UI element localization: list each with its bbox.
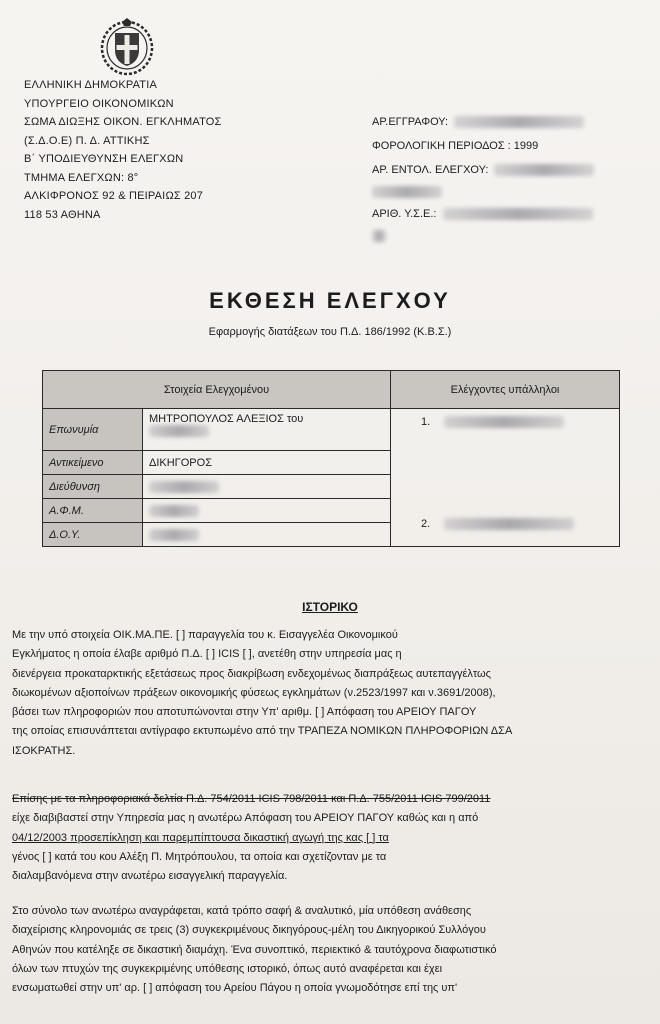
history-paragraph-2 xyxy=(12,790,648,886)
yse-number-label: ΑΡΙΘ. Υ.Σ.Ε.: xyxy=(372,208,437,220)
text-line: της οποίας επισυνάπτεται αντίγραφο εκτυπωμένο από την ΤΡΑΠΕΖΑ ΝΟΜΙΚΩΝ ΠΛΗΡΟΦΟΡΙΩΝ ΔΣΑ xyxy=(12,725,513,738)
sender-address-block xyxy=(24,76,222,224)
row-label-object: Αντικείμενο xyxy=(43,451,143,475)
inspectors-cell xyxy=(391,409,620,547)
text-line: διενέργεια προκαταρκτικής εξετάσεως προς διακρίβωση ενδεχομένως διαπράξεως αυτεπαγγέλτως xyxy=(12,667,491,680)
row-value-name xyxy=(143,409,391,451)
text-line: Αθηνών που κατέληξε σε δικαστική διαμάχη. Ένα συνοπτικό, περιεκτικό & ταυτόχρονα διαφωτιστικό xyxy=(12,943,497,956)
redacted-value xyxy=(454,116,584,128)
sender-line: ΤΜΗΜΑ ΕΛΕΓΧΩΝ: 8° xyxy=(24,171,139,184)
table-header-inspectors: Ελέγχοντες υπάλληλοι xyxy=(391,371,620,409)
redacted-value xyxy=(443,208,593,220)
audit-order-label: ΑΡ. ΕΝΤΟΛ. ΕΛΕΓΧΟΥ: xyxy=(372,164,489,176)
row-value-address xyxy=(143,475,391,499)
inspector-2 xyxy=(421,513,619,535)
text-line: Επίσης με τα πληροφοριακά δελτία Π.Δ. 754/2011 ICIS 798/2011 και Π.Δ. 755/2011 ICIS 799/2011 xyxy=(12,793,491,805)
text-line: βάσει των πληροφοριών που αποτυπώνονται στην Υπ' αριθμ. [ ] Απόφαση του ΑΡΕΙΟΥ ΠΑΓΟΥ xyxy=(12,706,477,719)
greek-coat-of-arms-icon xyxy=(98,16,156,76)
redacted-row xyxy=(372,182,594,202)
registry-number-row xyxy=(372,110,594,134)
redacted-value xyxy=(444,416,564,428)
inspector-number: 1. xyxy=(421,416,431,428)
entity-name: ΜΗΤΡΟΠΟΥΛΟΣ ΑΛΕΞΙΟΣ του xyxy=(149,413,304,425)
text-line: όλων των πτυχών της συγκεκριμένης υπόθεσης ιστορικό, όπως αυτό αναφέρεται και έχει xyxy=(12,962,443,975)
text-line: διαχείρισης κληρονομιάς σε τρεις (3) συγκεκριμένους δικηγόρους-μέλη του Δικηγορικού Συλλόγου xyxy=(12,924,486,937)
tax-period-row xyxy=(372,134,594,158)
redacted-value xyxy=(372,230,386,242)
text-line: Εγκλήματος η οποία έλαβε αριθμό Π.Δ. [ ] ICIS [ ], ανετέθη στην υπηρεσία μας η xyxy=(12,648,402,661)
text-line: είχε διαβιβαστεί στην Υπηρεσία μας η ανωτέρω Απόφαση του ΑΡΕΙΟΥ ΠΑΓΟΥ καθώς και η από xyxy=(12,812,479,825)
text-line: γένος [ ] κατά του κου Αλέξη Π. Μητρόπουλου, τα οποία και σχετίζονταν με τα xyxy=(12,850,387,863)
row-label-afm: Α.Φ.Μ. xyxy=(43,499,143,523)
text-line: διωκομένων αξιοποίνων πράξεων οικονομικής φύσεως εγκλημάτων (ν.2523/1997 και ν.3691/2008), xyxy=(12,686,496,699)
document-metadata xyxy=(372,110,594,246)
row-value-afm xyxy=(143,499,391,523)
audited-entity-table xyxy=(42,370,620,547)
sender-line: ΥΠΟΥΡΓΕΙΟ ΟΙΚΟΝΟΜΙΚΩΝ xyxy=(24,97,174,110)
text-line: ενσωματωθεί στην υπ' αρ. [ ] απόφαση του Αρείου Πάγου η οποία γνωμοδότησε επί της υπ' xyxy=(12,982,458,995)
section-heading-history: ΙΣΤΟΡΙΚΟ xyxy=(302,600,358,614)
inspector-number: 2. xyxy=(421,518,431,530)
row-label-address: Διεύθυνση xyxy=(43,475,143,499)
redacted-value xyxy=(149,425,209,437)
sender-line: Β΄ ΥΠΟΔΙΕΥΘΥΝΣΗ ΕΛΕΓΧΩΝ xyxy=(24,153,184,165)
text-line: ΙΣΟΚΡΑΤΗΣ. xyxy=(12,744,76,757)
redacted-row xyxy=(372,226,594,246)
row-label-name: Επωνυμία xyxy=(43,409,143,451)
row-label-doy: Δ.Ο.Υ. xyxy=(43,523,143,547)
tax-period-label: ΦΟΡΟΛΟΓΙΚΗ ΠΕΡΙΟΔΟΣ : 1999 xyxy=(372,140,539,152)
text-line: διαλαμβανόμενα στην ανωτέρω εισαγγελική παραγγελία. xyxy=(12,870,288,883)
page-subtitle: Εφαρμογής διατάξεων του Π.Δ. 186/1992 (Κ.Β.Σ.) xyxy=(208,326,452,338)
row-value-doy xyxy=(143,523,391,547)
redacted-value xyxy=(494,164,594,176)
history-paragraph-1 xyxy=(12,626,648,761)
redacted-value xyxy=(372,186,442,198)
page-title: ΕΚΘΕΣΗ ΕΛΕΓΧΟΥ xyxy=(209,288,451,313)
sender-line: (Σ.Δ.Ο.Ε) Π. Δ. ΑΤΤΙΚΗΣ xyxy=(24,134,150,147)
redacted-value xyxy=(149,505,199,517)
audit-order-row xyxy=(372,158,594,182)
registry-number-label: ΑΡ.ΕΓΓΡΑΦΟΥ: xyxy=(372,116,449,128)
redacted-value xyxy=(149,529,199,541)
text-line: Με την υπό στοιχεία ΟΙΚ.ΜΑ.ΠΕ. [ ] παραγγελία του κ. Εισαγγελέα Οικονομικού xyxy=(12,629,398,641)
yse-number-row xyxy=(372,202,594,226)
text-line: Στο σύνολο των ανωτέρω αναγράφεται, κατά τρόπο σαφή & αναλυτικό, μία υπόθεση ανάθεσης xyxy=(12,905,472,917)
table-header-entity: Στοιχεία Ελεγχομένου xyxy=(43,371,391,409)
sender-line: ΣΩΜΑ ΔΙΩΞΗΣ ΟΙΚΟΝ. ΕΓΚΛΗΜΑΤΟΣ xyxy=(24,116,222,128)
sender-line: ΕΛΛΗΝΙΚΗ ΔΗΜΟΚΡΑΤΙΑ xyxy=(24,79,158,91)
history-paragraph-3 xyxy=(12,902,648,998)
redacted-value xyxy=(444,518,574,530)
sender-line: ΑΛΚΙΦΡΟΝΟΣ 92 & ΠΕΙΡΑΙΩΣ 207 xyxy=(24,190,204,202)
redacted-value xyxy=(149,481,219,493)
inspector-1 xyxy=(421,411,619,433)
row-value-object: ΔΙΚΗΓΟΡΟΣ xyxy=(143,451,391,475)
sender-line: 118 53 ΑΘΗΝΑ xyxy=(24,208,101,221)
text-line: 04/12/2003 προσεπίκληση και παρεμπίπτουσα δικαστική αγωγή της κας [ ] τα xyxy=(12,831,389,844)
